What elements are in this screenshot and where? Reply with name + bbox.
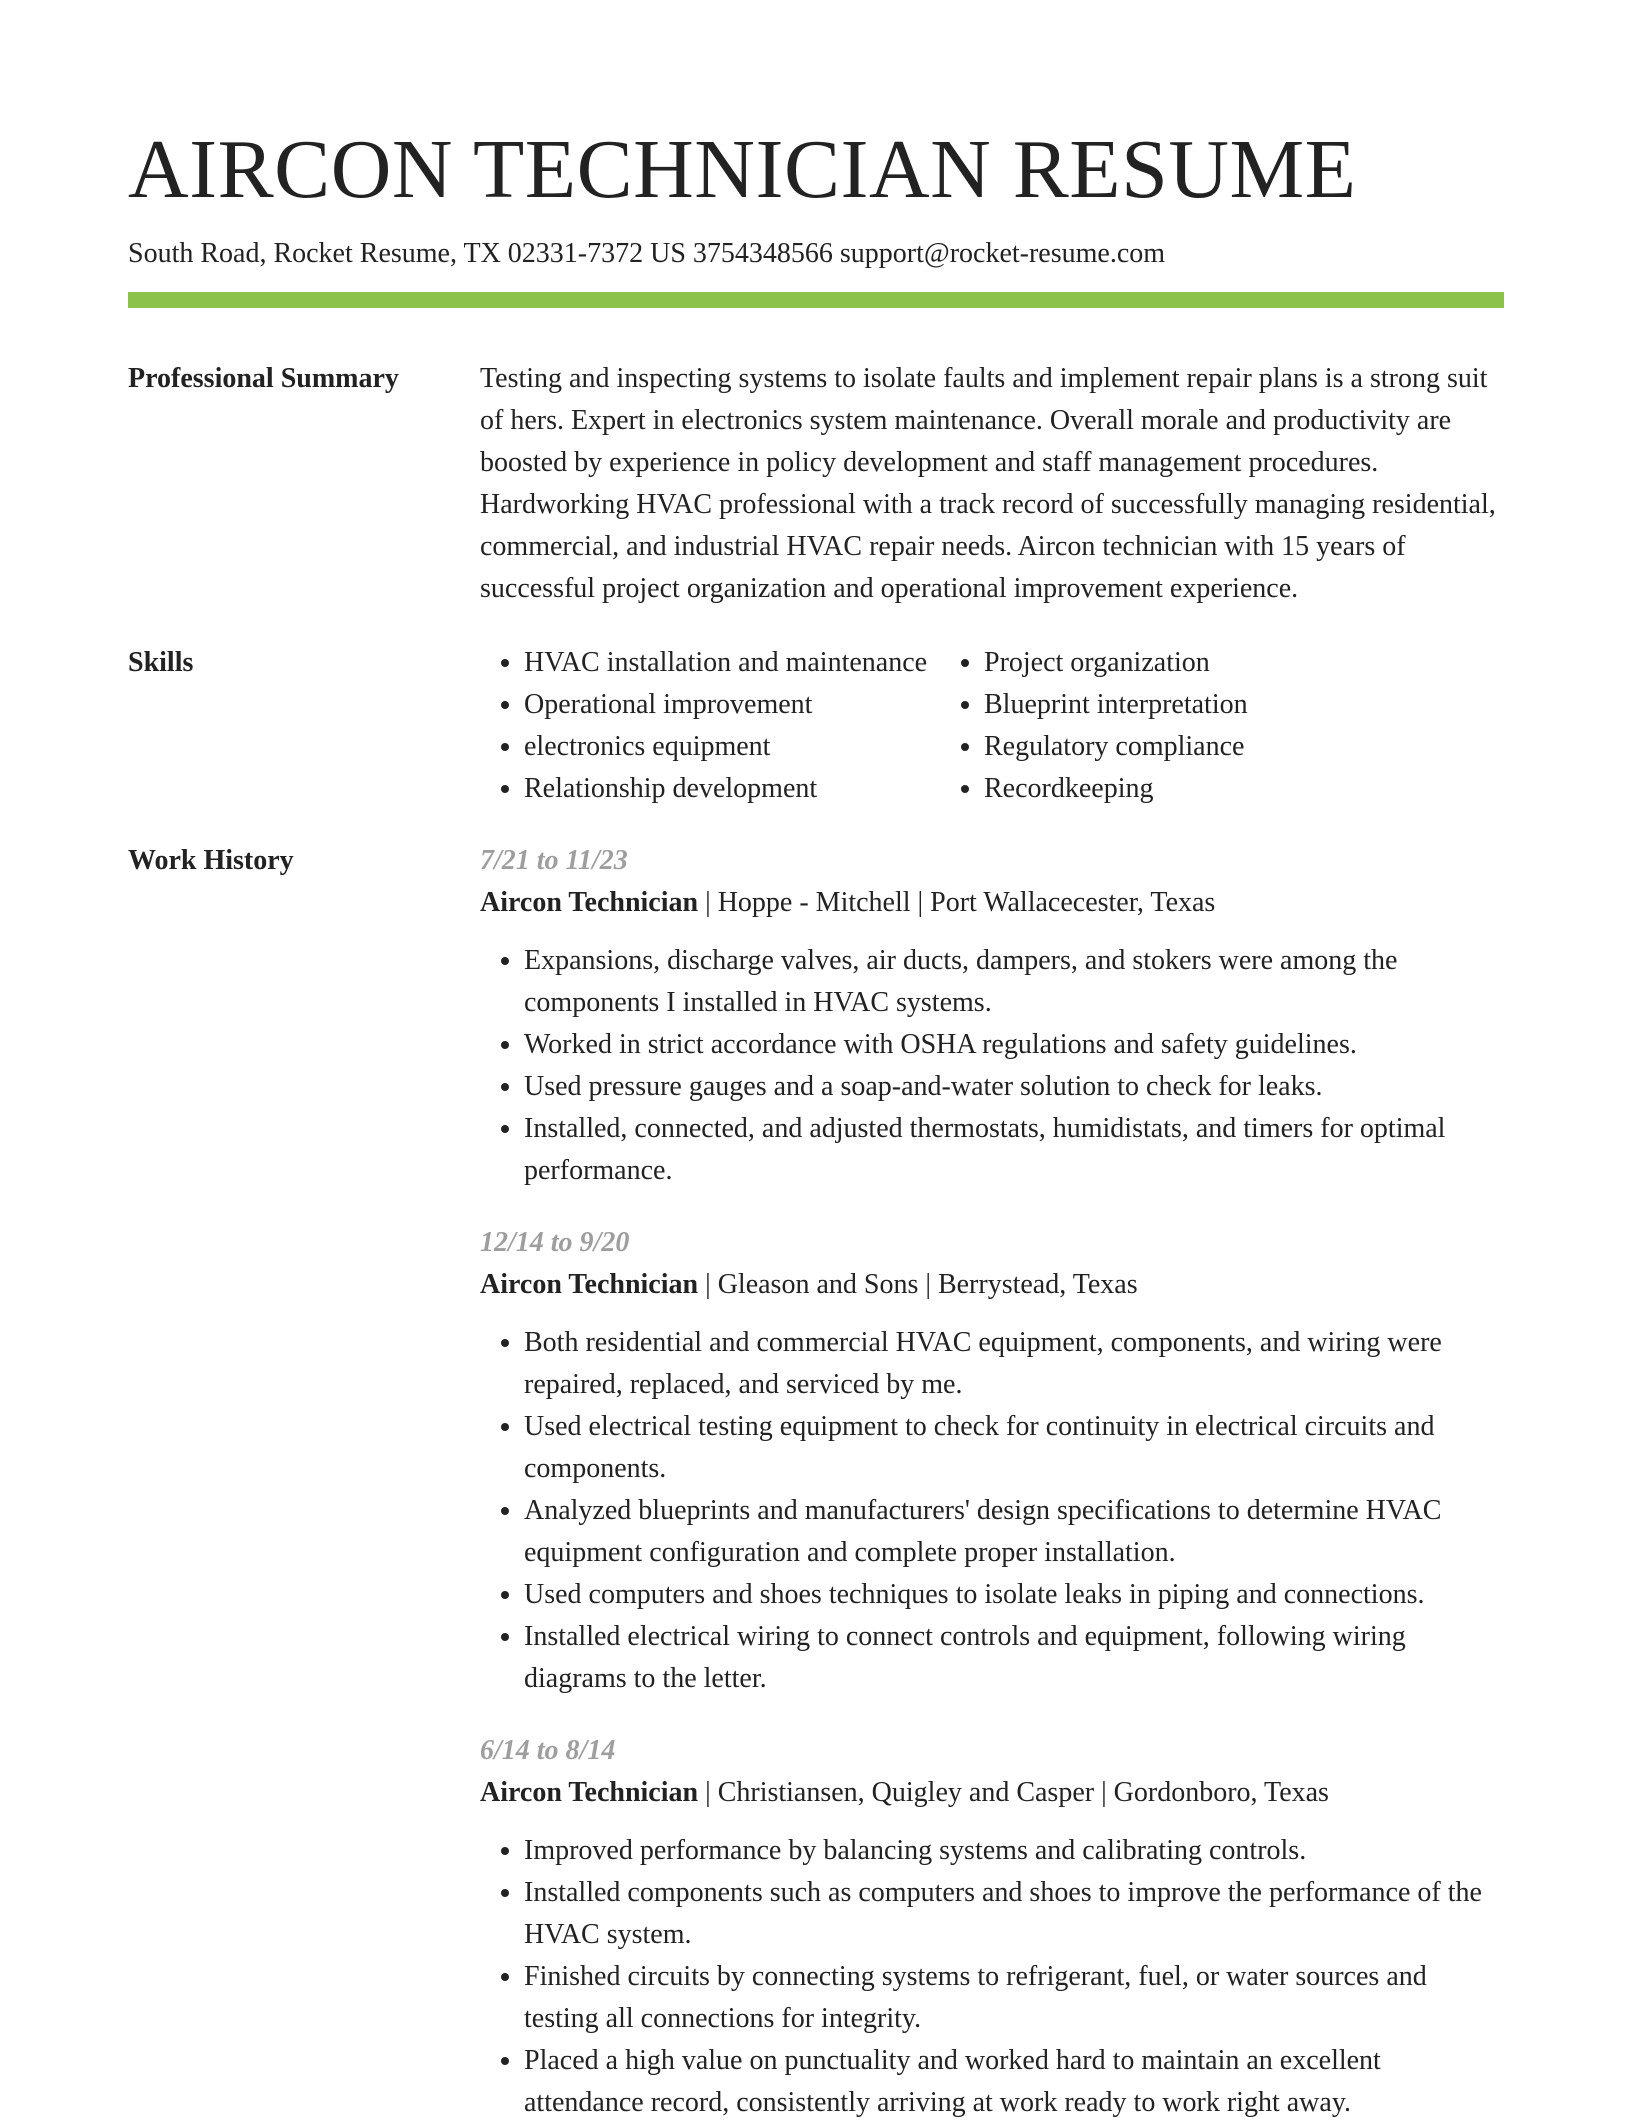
skills-list: [480, 642, 1504, 810]
job-heading: [480, 1264, 1504, 1306]
job-bullet: • Installed components such as computers and shoes to improve the performance of the HVAC system.: [524, 1872, 1504, 1956]
skills-column-left: [480, 642, 940, 810]
job-bullet: • Used electrical testing equipment to check for continuity in electrical circuits and components.: [524, 1406, 1504, 1490]
job-title: Aircon Technician: [480, 1777, 699, 1808]
job-bullets: [480, 1322, 1504, 1700]
job-bullet: • Worked in strict accordance with OSHA regulations and safety guidelines.: [524, 1024, 1504, 1066]
skill-item: • Recordkeeping: [984, 768, 1504, 810]
job-employer-location: | Hoppe - Mitchell | Port Wallacecester, Texas: [698, 887, 1216, 918]
job-employer-location: | Gleason and Sons | Berrystead, Texas: [698, 1269, 1138, 1300]
job-entry: [480, 1222, 1504, 1700]
accent-divider: [128, 292, 1504, 308]
skill-item: • Relationship development: [524, 768, 940, 810]
skills-column-right: [940, 642, 1504, 810]
job-bullet: • Finished circuits by connecting systems to refrigerant, fuel, or water sources and testing all connections for integrity.: [524, 1956, 1504, 2040]
job-heading: [480, 1772, 1504, 1814]
job-bullet: • Used pressure gauges and a soap-and-water solution to check for leaks.: [524, 1066, 1504, 1108]
skills-section: [128, 642, 1504, 810]
job-entry: [480, 1730, 1504, 2124]
section-heading: Professional Summary: [128, 363, 399, 394]
job-bullet: • Placed a high value on punctuality and worked hard to maintain an excellent attendance record, consistently arriving at work ready to work right away.: [524, 2040, 1504, 2124]
summary-text: Testing and inspecting systems to isolate faults and implement repair plans is a strong suit of hers. Expert in electronics system maintenance. Overall morale and productivity are boosted by experience in policy development and staff management procedures. Hardworking HVAC professional with a track record of successfully managing residential, commercial, and industrial HVAC repair needs. Aircon technician with 15 years of successful project organization and operational improvement experience.: [480, 363, 1496, 604]
work-history-list: [480, 840, 1504, 2124]
job-bullet: • Installed electrical wiring to connect controls and equipment, following wiring diagrams to the letter.: [524, 1616, 1504, 1700]
section-heading: Work History: [128, 845, 294, 876]
job-bullet: • Installed, connected, and adjusted thermostats, humidistats, and timers for optimal performance.: [524, 1108, 1504, 1192]
job-bullet: • Analyzed blueprints and manufacturers' design specifications to determine HVAC equipment configuration and complete proper installation.: [524, 1490, 1504, 1574]
skill-item: • Project organization: [984, 642, 1504, 684]
job-bullet: • Improved performance by balancing systems and calibrating controls.: [524, 1830, 1504, 1872]
skill-item: • electronics equipment: [524, 726, 940, 768]
skill-item: • Operational improvement: [524, 684, 940, 726]
work-history-section: [128, 840, 1504, 2124]
job-dates: 6/14 to 8/14: [480, 1735, 616, 1766]
job-title: Aircon Technician: [480, 887, 699, 918]
skill-item: • Blueprint interpretation: [984, 684, 1504, 726]
professional-summary-section: [128, 358, 1504, 610]
page-title: AIRCON TECHNICIAN RESUME: [128, 123, 1357, 216]
skill-item: • HVAC installation and maintenance: [524, 642, 940, 684]
job-bullet: • Used computers and shoes techniques to isolate leaks in piping and connections.: [524, 1574, 1504, 1616]
skill-item: • Regulatory compliance: [984, 726, 1504, 768]
resume-page: [128, 0, 1504, 2124]
job-bullet: • Both residential and commercial HVAC equipment, components, and wiring were repaired, replaced, and serviced by me.: [524, 1322, 1504, 1406]
job-dates: 12/14 to 9/20: [480, 1227, 630, 1258]
section-heading: Skills: [128, 647, 194, 678]
contact-info: South Road, Rocket Resume, TX 02331-7372 US 3754348566 support@rocket-resume.com: [128, 238, 1166, 269]
job-title: Aircon Technician: [480, 1269, 699, 1300]
job-bullets: [480, 940, 1504, 1192]
job-employer-location: | Christiansen, Quigley and Casper | Gordonboro, Texas: [698, 1777, 1329, 1808]
job-heading: [480, 882, 1504, 924]
job-bullet: • Expansions, discharge valves, air ducts, dampers, and stokers were among the components I installed in HVAC systems.: [524, 940, 1504, 1024]
job-bullets: [480, 1830, 1504, 2124]
job-dates: 7/21 to 11/23: [480, 845, 628, 876]
job-entry: [480, 840, 1504, 1192]
